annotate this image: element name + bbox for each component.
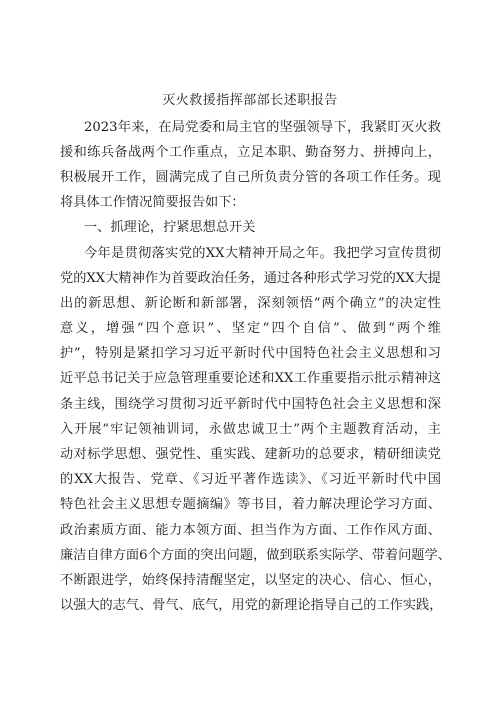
paragraph-line: 积极展开工作，圆满完成了自己所负责分管的各项工作任务。现 — [60, 170, 441, 185]
paragraph-line: 今年是贯彻落实党的XX大精神开局之年。我把学习宣传贯彻 — [84, 246, 441, 261]
paragraph-line: 不断跟进学，始终保持清醒坚定，以坚定的决心、信心、恒心， — [60, 573, 441, 588]
paragraph-line: 出的新思想、新论断和新部署，深刻领悟“两个确立”的决定性 — [60, 296, 441, 311]
paragraph-line: 2023年来，在局党委和局主官的坚强领导下，我紧盯灭火救 — [84, 120, 441, 135]
paragraph-line: 条主线，围绕学习贯彻习近平新时代中国特色社会主义思想和深 — [60, 397, 441, 412]
paragraph-line: 以强大的志气、骨气、底气，用党的新理论指导自己的工作实践， — [60, 598, 443, 613]
paragraph-line: 护”，特别是紧扣学习习近平新时代中国特色社会主义思想和习 — [60, 346, 441, 361]
paragraph-line: 党的XX大精神作为首要政治任务，通过各种形式学习党的XX大提 — [60, 271, 441, 286]
paragraph-line: 廉洁自律方面6个方面的突出问题，做到联系实际学、带着问题学、 — [60, 548, 451, 563]
paragraph-line: 援和练兵备战两个工作重点，立足本职、勤奋努力、拼搏向上， — [60, 145, 441, 160]
paragraph-line: 入开展“牢记领袖训词，永做忠诚卫士”两个主题教育活动，主 — [60, 422, 441, 437]
paragraph-line: 动对标学思想、强党性、重实践、建新功的总要求，精研细读党 — [60, 447, 441, 462]
paragraph-line: 将具体工作情况简要报告如下： — [60, 195, 245, 210]
paragraph-line: 近平总书记关于应急管理重要论述和XX工作重要指示批示精神这 — [60, 371, 441, 386]
paragraph-line: 意义，增强“四个意识”、坚定“四个自信”、做到“两个维 — [60, 321, 441, 336]
document-title: 灭火救援指挥部部长述职报告 — [162, 93, 338, 108]
paragraph-line: 特色社会主义思想专题摘编》等书目，着力解决理论学习方面、 — [60, 497, 441, 512]
section-heading: 一、抓理论，拧紧思想总开关 — [84, 220, 256, 235]
paragraph-line: 的XX大报告、党章、《习近平著作选读》、《习近平新时代中国 — [60, 472, 441, 487]
paragraph-line: 政治素质方面、能力本领方面、担当作为方面、工作作风方面、 — [60, 523, 441, 538]
